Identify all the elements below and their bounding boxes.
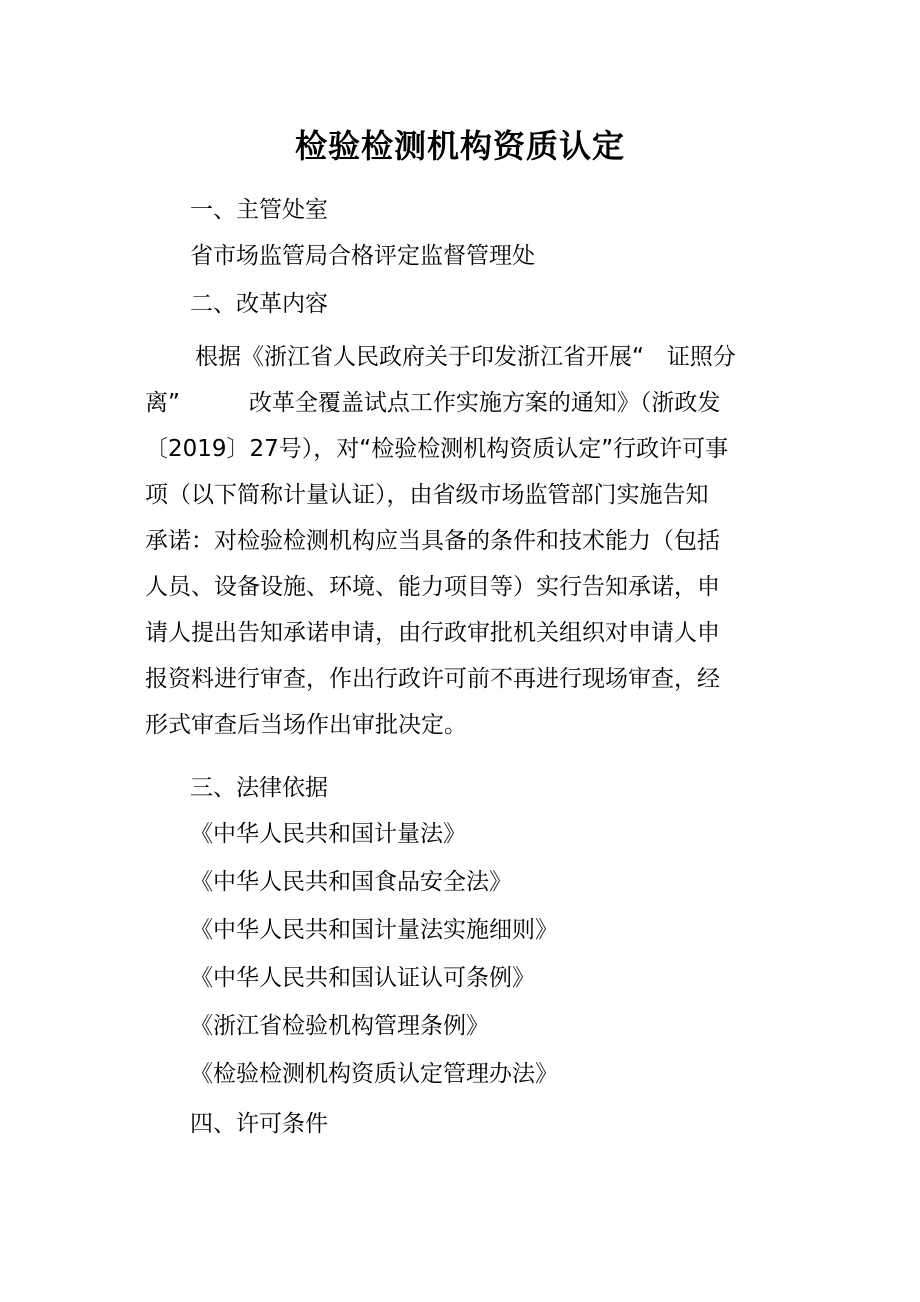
paragraph-line: 人员、设备设施、环境、能力项目等）实行告知承诺，申: [145, 574, 720, 600]
section-heading-3: 三、法律依据: [190, 775, 328, 801]
section-heading-2: 二、改革内容: [190, 291, 328, 317]
paragraph-line: 根据《浙江省人民政府关于印发浙江省开展“ 证照分: [195, 344, 736, 370]
section-body-1: 省市场监管局合格评定监督管理处: [190, 243, 535, 269]
law-item: 《检验检测机构资质认定管理办法》: [190, 1061, 558, 1087]
reform-content-paragraph: [145, 334, 785, 748]
paragraph-line: 形式审查后当场作出审批决定。: [145, 712, 467, 738]
paragraph-line: 〔2019〕27号），对“检验检测机构资质认定”行政许可事: [145, 436, 729, 462]
paragraph-line: 项（以下简称计量认证），由省级市场监管部门实施告知: [145, 482, 709, 508]
law-item: 《中华人民共和国食品安全法》: [190, 869, 512, 895]
paragraph-line: 请人提出告知承诺申请，由行政审批机关组织对申请人申: [145, 620, 720, 646]
document-title: 检验检测机构资质认定: [294, 127, 625, 165]
paragraph-line: 承诺：对检验检测机构应当具备的条件和技术能力（包括: [145, 528, 720, 554]
law-item: 《中华人民共和国认证认可条例》: [190, 965, 535, 991]
paragraph-line: 报资料进行审查，作出行政许可前不再进行现场审查，经: [145, 666, 720, 692]
law-item: 《中华人民共和国计量法实施细则》: [190, 917, 558, 943]
law-item: 《中华人民共和国计量法》: [190, 821, 466, 847]
law-item: 《浙江省检验机构管理条例》: [190, 1013, 489, 1039]
section-heading-4: 四、许可条件: [190, 1111, 328, 1137]
section-heading-1: 一、主管处室: [190, 197, 328, 223]
paragraph-line: 离” 改革全覆盖试点工作实施方案的通知》（浙政发: [145, 390, 721, 416]
